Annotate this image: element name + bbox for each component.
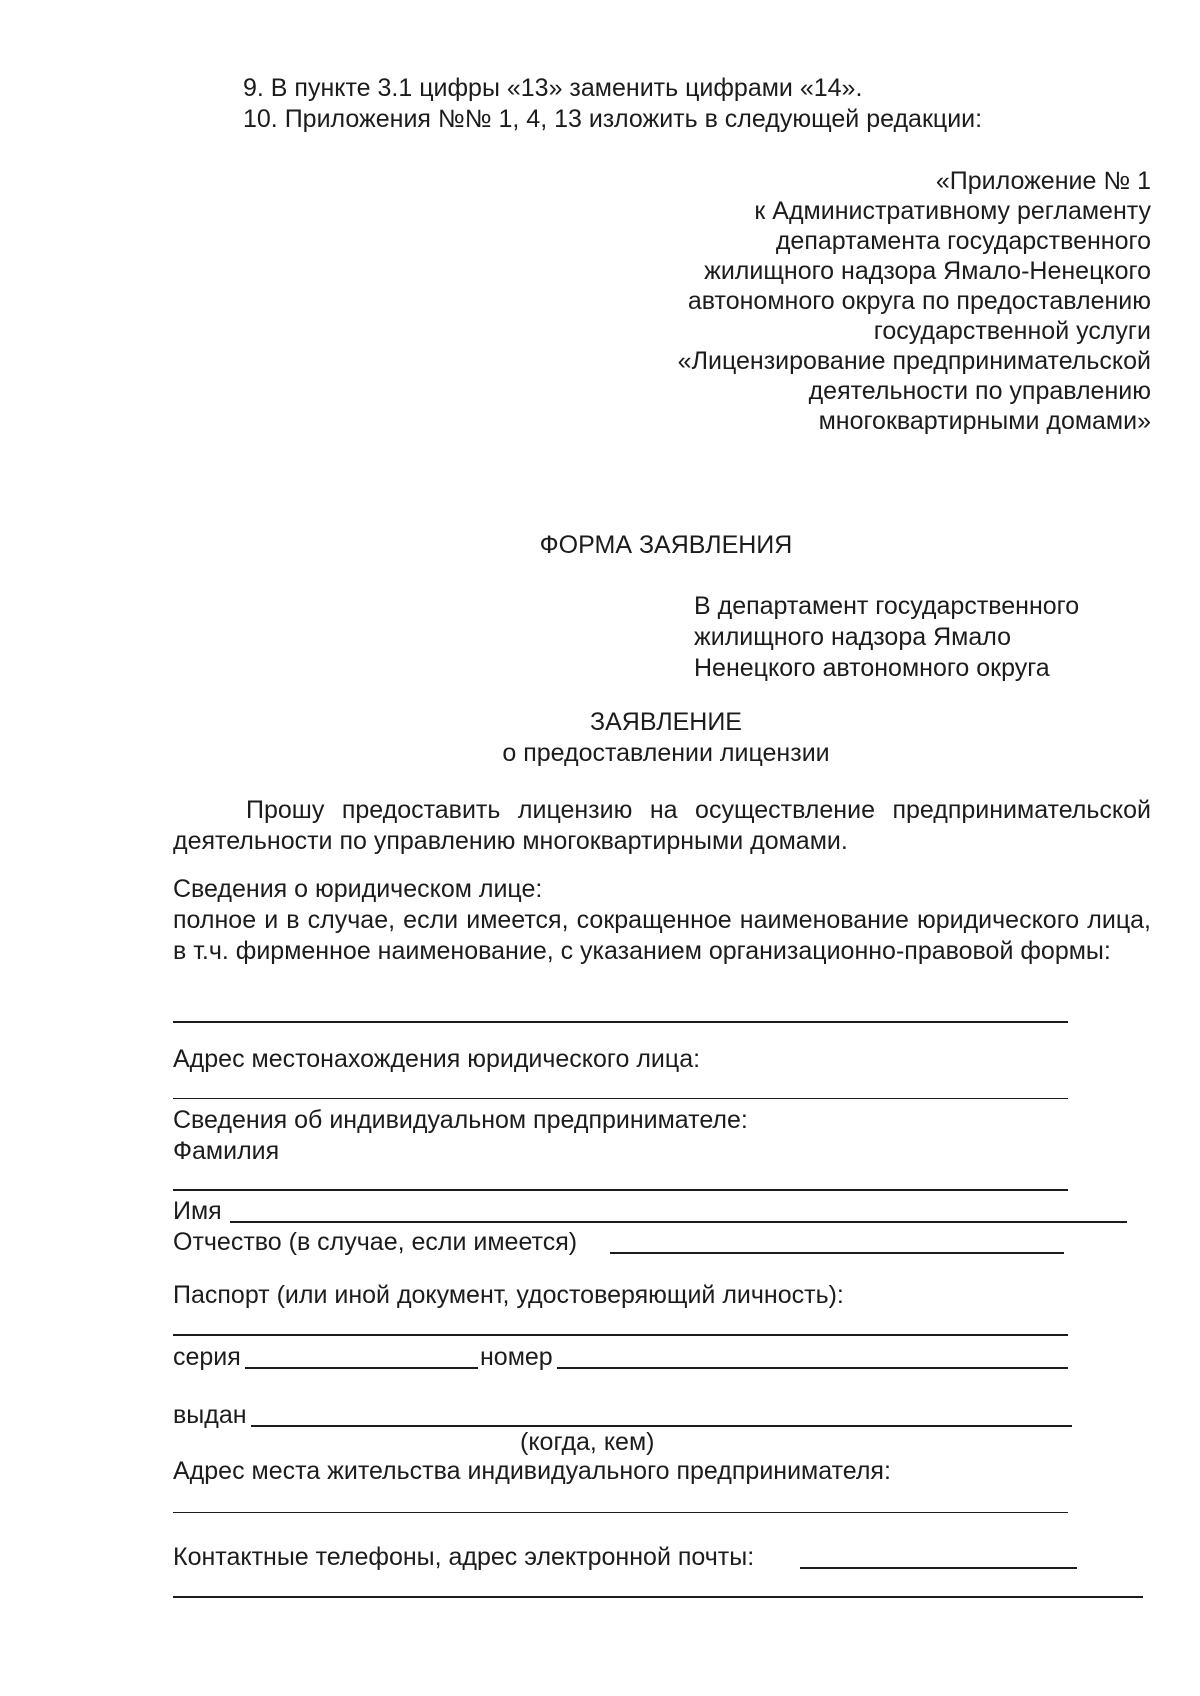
item-9: 9. В пункте 3.1 цифры «13» заменить цифрами «14». bbox=[243, 74, 863, 102]
legal-entity-address-field[interactable] bbox=[173, 1098, 1068, 1099]
patronymic-label: Отчество (в случае, если имеется) bbox=[173, 1228, 578, 1256]
entrepreneur-heading: Сведения об индивидуальном предпринимателе: bbox=[173, 1106, 748, 1134]
appendix-line: департамента государственного bbox=[775, 227, 1151, 255]
item-10: 10. Приложения №№ 1, 4, 13 изложить в следующей редакции: bbox=[243, 105, 983, 133]
residence-label: Адрес места жительства индивидуального предпринимателя: bbox=[173, 1457, 891, 1485]
number-label: номер bbox=[480, 1343, 553, 1371]
appendix-line: многоквартирными домами» bbox=[818, 407, 1151, 435]
contacts-field-continued[interactable] bbox=[173, 1596, 1143, 1598]
appendix-line: жилищного надзора Ямало-Ненецкого bbox=[704, 257, 1151, 285]
appendix-line: государственной услуги bbox=[873, 317, 1151, 345]
form-title: ФОРМА ЗАЯВЛЕНИЯ bbox=[539, 531, 793, 559]
passport-field[interactable] bbox=[173, 1334, 1068, 1336]
appendix-line: к Административному регламенту bbox=[754, 197, 1151, 225]
request-paragraph: Прошу предоставить лицензию на осуществление предпринимательской деятельности по управлению многоквартирными домами. bbox=[173, 796, 1151, 855]
appendix-line: «Лицензирование предпринимательской bbox=[677, 347, 1151, 375]
residence-field[interactable] bbox=[173, 1512, 1068, 1513]
number-field[interactable] bbox=[557, 1367, 1068, 1369]
legal-entity-name-desc: полное и в случае, если имеется, сокращенное наименование юридического лица, в т.ч. фирменное наименование, с указанием организационно-правовой формы: bbox=[173, 906, 1151, 965]
addressee-line: жилищного надзора Ямало bbox=[694, 623, 1011, 651]
issued-field[interactable] bbox=[251, 1425, 1072, 1427]
legal-entity-heading: Сведения о юридическом лице: bbox=[173, 875, 543, 903]
surname-label: Фамилия bbox=[173, 1137, 280, 1165]
surname-field[interactable] bbox=[173, 1189, 1068, 1191]
addressee-line: В департамент государственного bbox=[694, 592, 1080, 620]
legal-entity-address-label: Адрес местонахождения юридического лица: bbox=[173, 1045, 701, 1073]
appendix-line: деятельности по управлению bbox=[808, 377, 1151, 405]
contacts-field[interactable] bbox=[800, 1567, 1077, 1569]
patronymic-field[interactable] bbox=[610, 1252, 1064, 1254]
appendix-line: автономного округа по предоставлению bbox=[687, 287, 1151, 315]
application-subtitle: о предоставлении лицензии bbox=[502, 739, 830, 767]
addressee-line: Ненецкого автономного округа bbox=[694, 654, 1050, 682]
series-field[interactable] bbox=[245, 1367, 478, 1369]
issued-hint: (когда, кем) bbox=[520, 1428, 655, 1456]
contacts-label: Контактные телефоны, адрес электронной почты: bbox=[173, 1543, 755, 1571]
application-title: ЗАЯВЛЕНИЕ bbox=[589, 708, 742, 736]
passport-label: Паспорт (или иной документ, удостоверяющий личность): bbox=[173, 1281, 844, 1309]
appendix-line: «Приложение № 1 bbox=[935, 167, 1151, 195]
name-label: Имя bbox=[173, 1197, 222, 1225]
series-label: серия bbox=[173, 1343, 241, 1371]
issued-label: выдан bbox=[173, 1401, 247, 1429]
name-field[interactable] bbox=[230, 1221, 1127, 1223]
legal-entity-name-field[interactable] bbox=[173, 1021, 1068, 1023]
